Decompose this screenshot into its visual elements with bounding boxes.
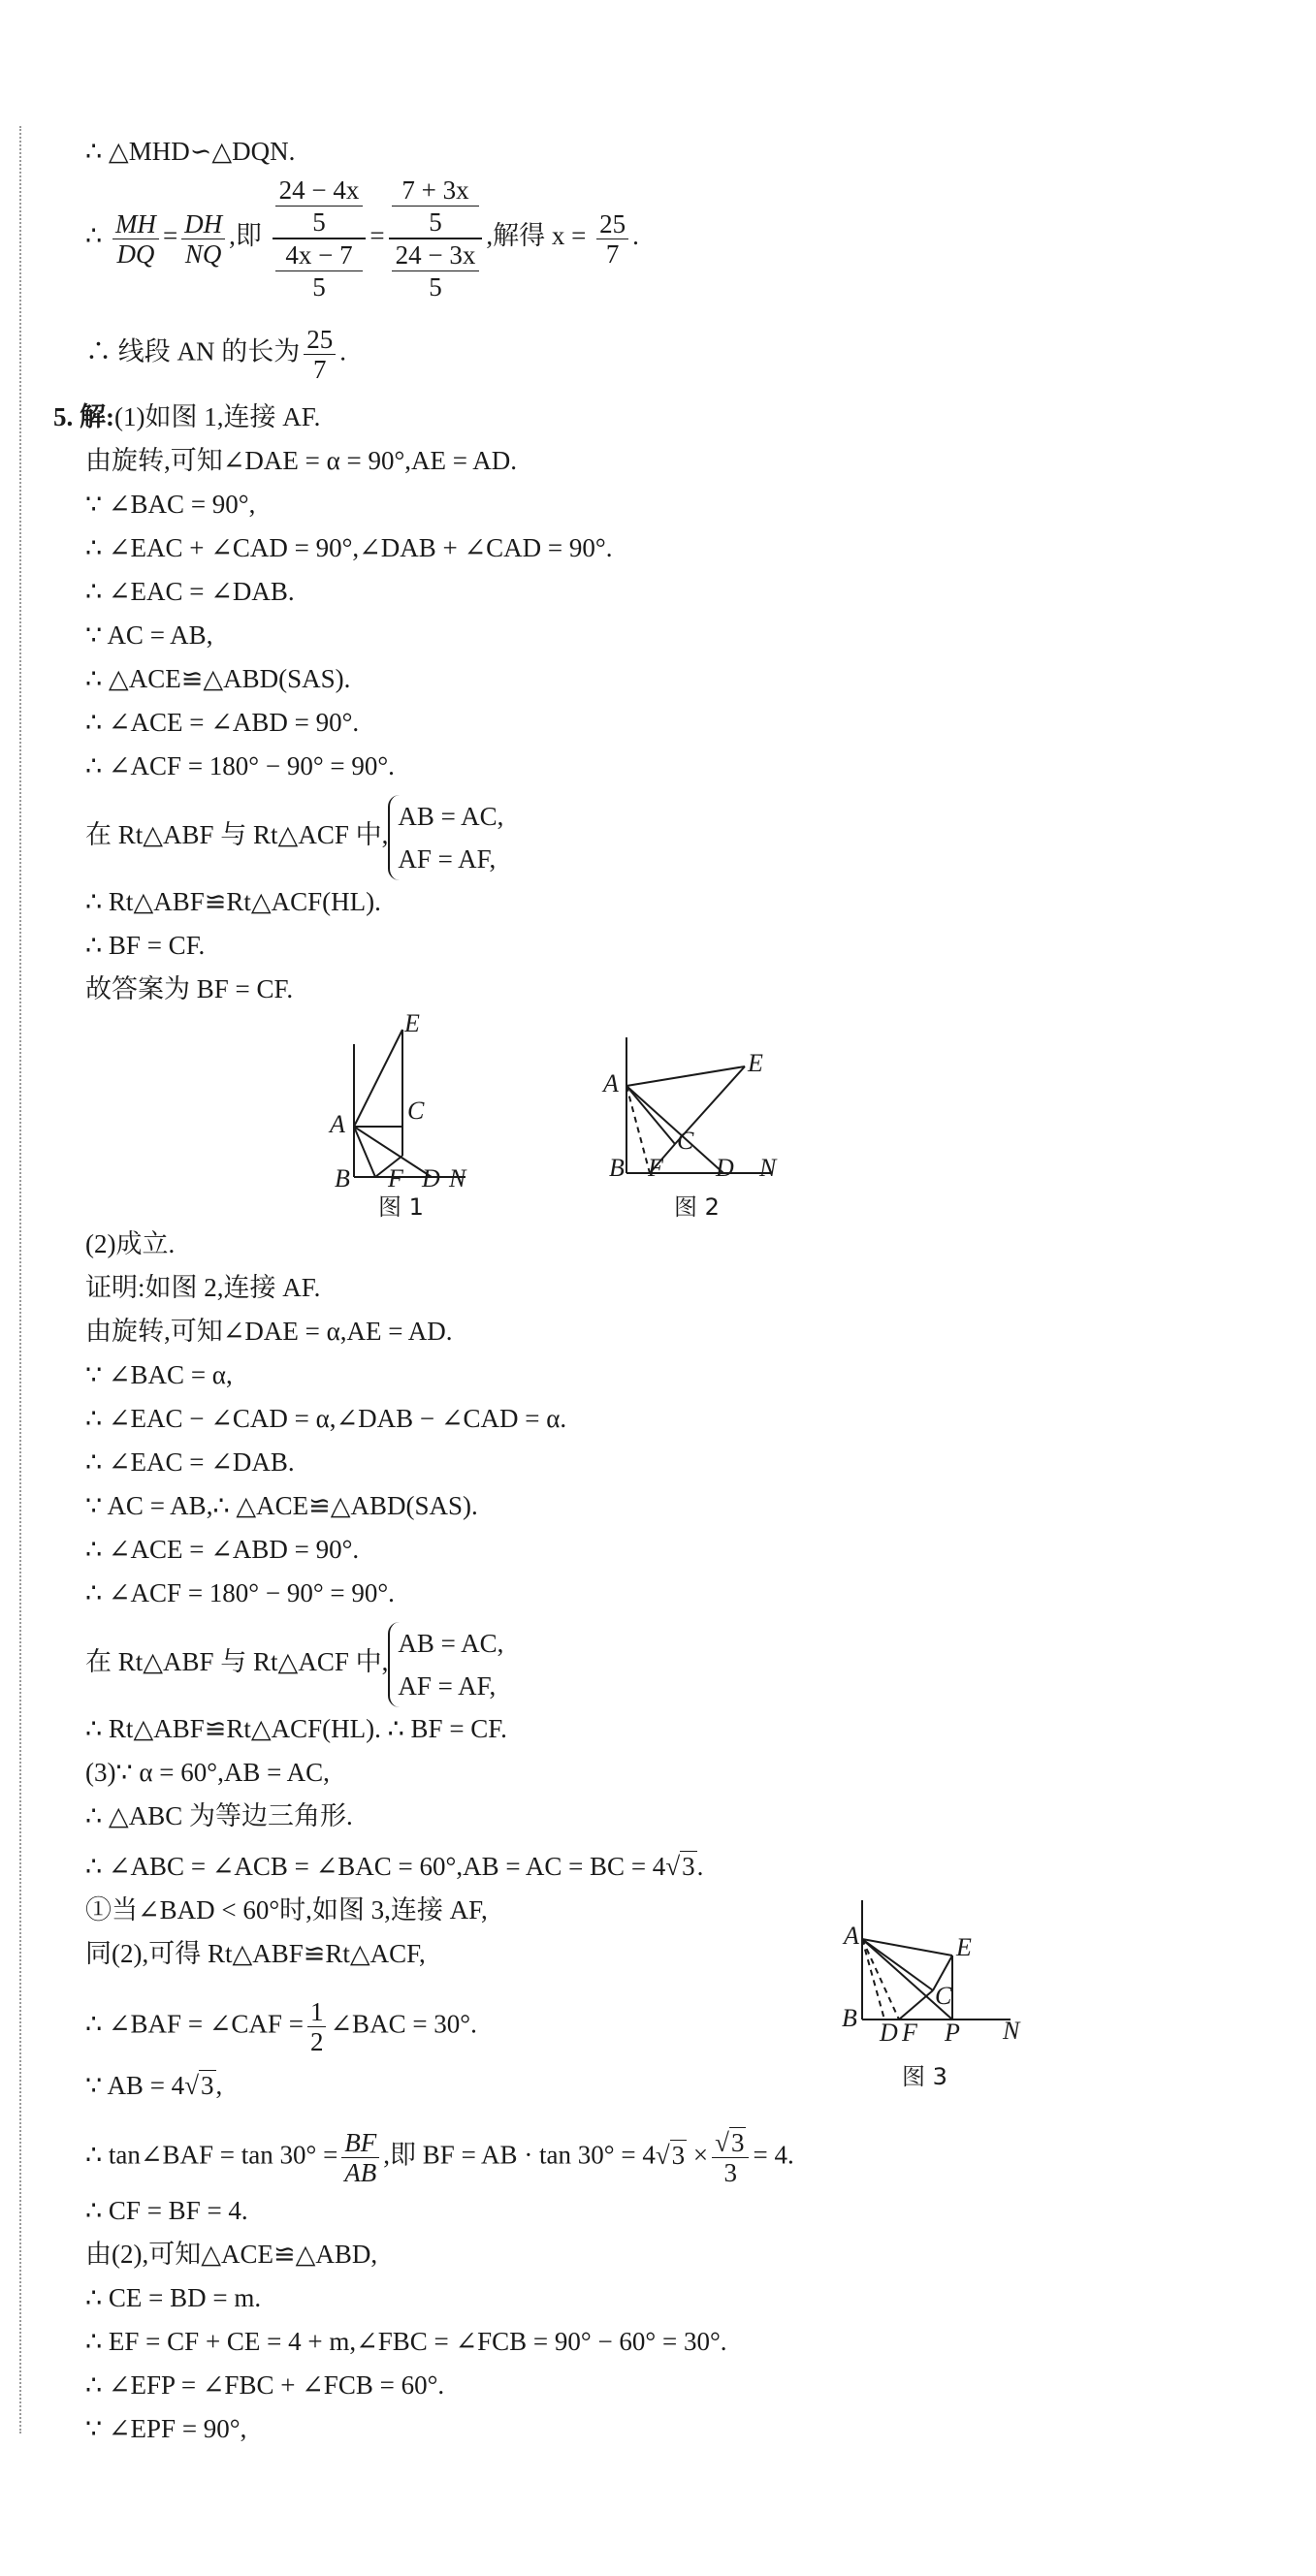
equation-system-brace-2: AB = AC, AF = AF,	[388, 1622, 503, 1707]
line-06: ∵ ∠BAC = 90°,	[85, 490, 256, 519]
line-38: ∴ CE = BD = m.	[85, 2283, 262, 2312]
fig2-label-b: B	[609, 1154, 625, 1182]
line-33: ∴ ∠BAF = ∠CAF = $\frac{1}{2}$ ∠BAC = 30°.	[85, 1997, 477, 2056]
figure-2	[599, 1033, 793, 1197]
fig3-label-e: E	[956, 1933, 972, 1961]
fraction-bf-ab: $\frac{BF}{AB}$	[341, 2128, 379, 2187]
fig3-label-p: P	[945, 2019, 960, 2047]
line-09: ∵ AC = AB,	[85, 620, 213, 650]
line-28: (3)∵ α = 60°,AB = AC,	[85, 1758, 330, 1787]
fig2-label-e: E	[748, 1049, 763, 1077]
fig1-label-e: E	[404, 1010, 420, 1037]
question-5-heading: 5. 解:(1)如图 1,连接 AF.	[53, 402, 321, 431]
line-12: ∴ ∠ACF = 180° − 90° = 90°.	[85, 751, 395, 780]
line-31: ①当∠BAD < 60°时,如图 3,连接 AF,	[85, 1895, 488, 1924]
fig3-label-d: D	[880, 2019, 898, 2047]
line-14: ∴ Rt△ABF≌Rt△ACF(HL).	[85, 887, 381, 916]
fig3-label-n: N	[1003, 2017, 1020, 2045]
fraction-dh-nq: $\frac{DH}{NQ}$	[181, 209, 225, 269]
line-08: ∴ ∠EAC = ∠DAB.	[85, 577, 295, 606]
line-35: ∴ tan∠BAF = tan 30° = $\frac{BF}{AB}$ ,即 BF = AB · tan 30° = 4√3 × $\frac{√3}{3}$ = 4.	[85, 2128, 794, 2187]
fig1-label-n: N	[449, 1164, 466, 1193]
fig3-label-c: C	[935, 1982, 952, 2010]
line-21: ∴ ∠EAC − ∠CAD = α,∠DAB − ∠CAD = α.	[85, 1404, 567, 1433]
line-proportion-equation: ∴ $\frac{MH}{DQ}$ = $\frac{DH}{NQ}$ ,即 24 − 4x 5 4x − 7 5 = 7 + 3x 5 24 − 3x 5 ,解得 x = $\frac{25}{7}$ .	[85, 175, 639, 302]
line-19: 由旋转,可知∠DAE = α,AE = AD.	[85, 1317, 453, 1346]
line-24: ∴ ∠ACE = ∠ABD = 90°.	[85, 1535, 360, 1564]
line-29: ∴ △ABC 为等边三角形.	[85, 1801, 353, 1830]
line-40: ∴ ∠EFP = ∠FBC + ∠FCB = 60°.	[85, 2370, 445, 2400]
line-37: 由(2),可知△ACE≌△ABD,	[85, 2240, 378, 2269]
compound-fraction-left: 24 − 4x 5 4x − 7 5	[273, 175, 367, 302]
fig2-label-d: D	[716, 1154, 734, 1182]
line-an-length: ∴ 线段 AN 的长为 $\frac{25}{7}$ .	[85, 325, 346, 384]
line-15: ∴ BF = CF.	[85, 931, 206, 960]
line-27: ∴ Rt△ABF≌Rt△ACF(HL). ∴ BF = CF.	[85, 1714, 507, 1743]
fraction-mh-dq: $\frac{MH}{DQ}$	[112, 209, 159, 269]
line-26-system: 在 Rt△ABF 与 Rt△ACF 中, AB = AC, AF = AF,	[85, 1622, 503, 1707]
fig2-label-n: N	[759, 1154, 777, 1182]
margin-dotted-rule	[19, 126, 21, 2433]
line-41: ∵ ∠EPF = 90°,	[85, 2414, 247, 2443]
line-07: ∴ ∠EAC + ∠CAD = 90°,∠DAB + ∠CAD = 90°.	[85, 533, 613, 562]
line-23: ∵ AC = AB,∴ △ACE≌△ABD(SAS).	[85, 1491, 478, 1520]
fraction-one-half: $\frac{1}{2}$	[307, 1997, 327, 2056]
line-39: ∴ EF = CF + CE = 4 + m,∠FBC = ∠FCB = 90° − 60° = 30°.	[85, 2327, 727, 2356]
line-36: ∴ CF = BF = 4.	[85, 2196, 248, 2225]
figure-1	[325, 1010, 490, 1199]
fig3-label-a: A	[844, 1922, 859, 1950]
fig1-label-f: F	[388, 1164, 403, 1193]
line-20: ∵ ∠BAC = α,	[85, 1360, 233, 1389]
fraction-x-result: $\frac{25}{7}$	[596, 209, 628, 269]
line-similar-triangles: ∴ △MHD∽△DQN.	[85, 137, 296, 166]
figure-2-caption: 图 2	[674, 1193, 720, 1221]
figure-3-caption: 图 3	[902, 2063, 947, 2090]
sqrt-3: √3	[665, 1852, 695, 1881]
fig1-label-b: B	[335, 1164, 350, 1193]
line-22: ∴ ∠EAC = ∠DAB.	[85, 1447, 295, 1477]
fig2-label-a: A	[603, 1069, 619, 1097]
line-18: 证明:如图 2,连接 AF.	[85, 1273, 321, 1302]
line-32: 同(2),可得 Rt△ABF≌Rt△ACF,	[85, 1939, 426, 1968]
line-25: ∴ ∠ACF = 180° − 90° = 90°.	[85, 1578, 395, 1607]
fig3-label-f: F	[902, 2019, 917, 2047]
fraction-an: $\frac{25}{7}$	[304, 325, 336, 384]
fig2-label-f: F	[648, 1154, 663, 1182]
line-13-system: 在 Rt△ABF 与 Rt△ACF 中, AB = AC, AF = AF,	[85, 795, 503, 880]
line-05: 由旋转,可知∠DAE = α = 90°,AE = AD.	[85, 446, 517, 475]
line-10: ∴ △ACE≌△ABD(SAS).	[85, 664, 351, 693]
line-30: ∴ ∠ABC = ∠ACB = ∠BAC = 60°,AB = AC = BC = 4√3.	[85, 1849, 703, 1884]
figure-1-caption: 图 1	[378, 1193, 424, 1221]
line-34: ∵ AB = 4√3,	[85, 2071, 223, 2100]
compound-fraction-right: 7 + 3x 5 24 − 3x 5	[389, 175, 483, 302]
equation-system-brace: AB = AC, AF = AF,	[388, 795, 503, 880]
fraction-sqrt3-3: $\frac{√3}{3}$	[712, 2128, 749, 2187]
fig3-label-b: B	[842, 2004, 857, 2032]
line-11: ∴ ∠ACE = ∠ABD = 90°.	[85, 708, 360, 737]
line-16: 故答案为 BF = CF.	[85, 974, 294, 1003]
fig1-label-c: C	[407, 1097, 425, 1125]
fig2-label-c: C	[677, 1127, 694, 1155]
figure-3	[836, 1895, 1030, 2070]
fig1-label-d: D	[422, 1164, 440, 1193]
fig1-label-a: A	[330, 1110, 345, 1138]
line-17: (2)成立.	[85, 1229, 176, 1258]
